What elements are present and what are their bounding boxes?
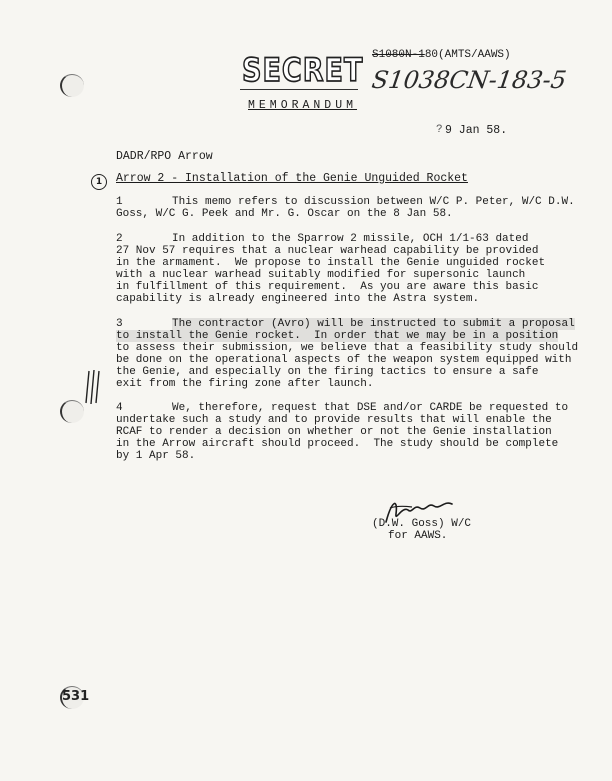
paragraph-line: to assess their submission, we believe that a feasibility study should [116,342,579,354]
document-type-heading: MEMORANDUM [248,99,358,112]
paragraph-line: be done on the operational aspects of the weapon system equipped with [116,354,572,366]
paragraph-number: 3 [116,318,123,330]
date-mark: ? [436,124,443,136]
punch-hole [60,74,84,97]
signature-for-line: for AAWS. [388,530,448,542]
paragraph-line: capability is already engineered into the Astra system. [116,293,480,305]
stamp-underline [240,89,358,90]
file-reference [372,49,511,61]
paragraph-line: exit from the firing zone after launch. [116,378,374,390]
paragraph-line: This memo refers to discussion between W/C P. Peter, W/C D.W. [172,196,575,208]
paragraph-number: 1 [116,196,123,208]
paragraph-line: We, therefore, request that DSE and/or CARDE be requested to [172,402,569,414]
paragraph-line: in the Arrow aircraft should proceed. The study should be complete [116,438,559,450]
paragraph-line: to install the Genie rocket. In order that we may be in a position [116,330,559,342]
subject-line: Arrow 2 - Installation of the Genie Unguided Rocket [116,172,468,185]
addressee: DADR/RPO Arrow [116,150,213,163]
paragraph-line: with a nuclear warhead suitably modified for supersonic launch [116,269,526,281]
circled-number: 1 [91,174,107,190]
signature-name: (D.W. Goss) W/C [372,518,472,530]
handwritten-file-number: S1038CN-183-5 [370,66,569,94]
file-reference-struck: S1080N-1 [372,49,425,61]
memo-date: 9 Jan 58. [445,124,508,137]
paragraph-line: The contractor (Avro) will be instructed to submit a proposal [172,318,575,330]
paragraph-line: by 1 Apr 58. [116,450,196,462]
paragraph-number: 4 [116,402,123,414]
paragraph-line: in fulfillment of this requirement. As you are aware this basic [116,281,539,293]
paragraph-line: 27 Nov 57 requires that a nuclear warhead capability be provided [116,245,539,257]
paragraph-number: 2 [116,233,123,245]
paragraph-line: In addition to the Sparrow 2 missile, OCH 1/1-63 dated [172,233,529,245]
punch-hole [60,400,84,423]
page-number: 531 [62,689,90,704]
paragraph-line: in the armament. We propose to install the Genie unguided rocket [116,257,546,269]
file-reference-rest: 80(AMTS/AAWS) [424,49,511,61]
paragraph-line: RCAF to render a decision on whether or not the Genie installation [116,426,552,438]
classification-stamp: SECRET [242,52,364,90]
paragraph-line: Goss, W/C G. Peek and Mr. G. Oscar on the 8 Jan 58. [116,208,453,220]
margin-mark-lines [84,369,102,405]
paragraph-line: undertake such a study and to provide results that will enable the [116,414,552,426]
paragraph-line: the Genie, and especially on the firing tactics to ensure a safe [116,366,539,378]
